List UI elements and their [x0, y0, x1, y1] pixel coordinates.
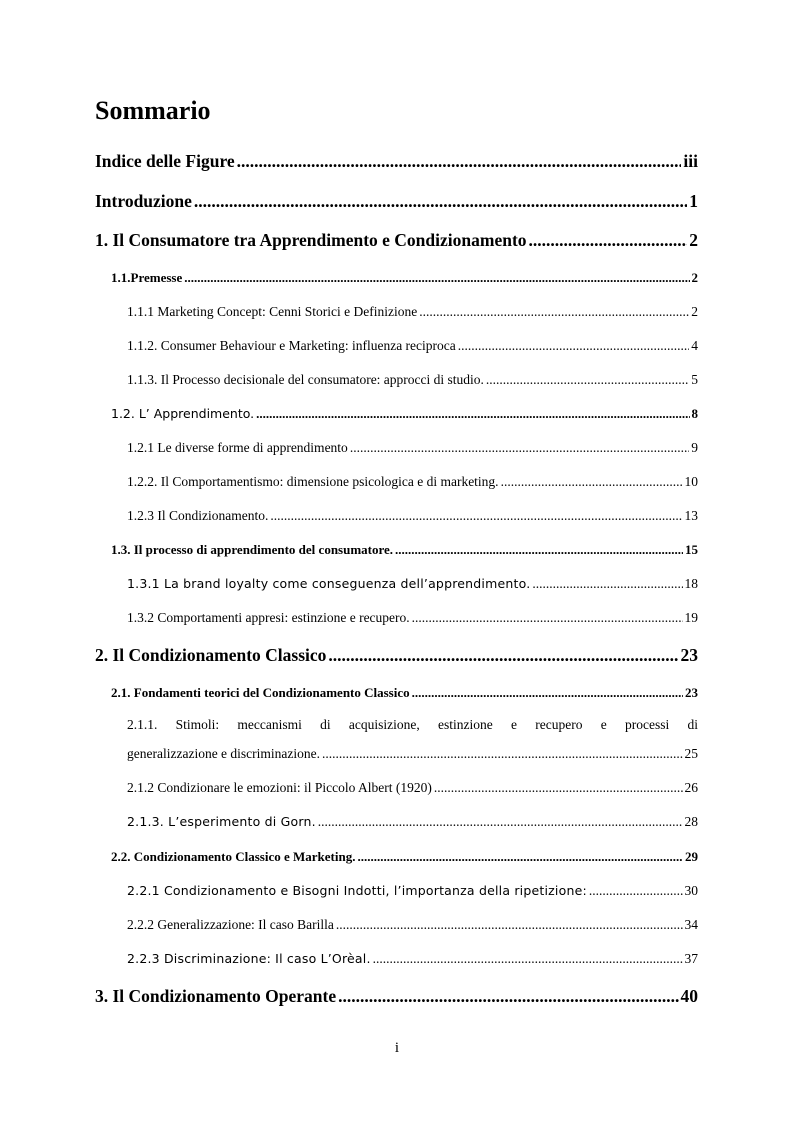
toc-entry-2-1-1-line1[interactable]: 2.1.1. Stimoli: meccanismi di acquisizione, estinzione e recupero e processi di [127, 717, 698, 732]
toc-entry-page: 18 [684, 576, 698, 591]
toc-entry-1-3-1[interactable] [127, 576, 698, 592]
toc-leader [336, 917, 683, 933]
toc-entry-1-1-3[interactable] [127, 372, 698, 388]
toc-leader [486, 372, 689, 388]
toc-entry-2-2-1[interactable] [127, 883, 698, 899]
toc-leader [270, 508, 682, 524]
toc-entry-1-2-1[interactable] [127, 440, 698, 456]
toc-entry-title: 1.2.1 Le diverse forme di apprendimento [127, 440, 348, 455]
toc-entry-page: 5 [691, 372, 698, 387]
toc-entry-title: Indice delle Figure [95, 151, 235, 171]
toc-entry-title: 1.1.2. Consumer Behaviour e Marketing: influenza reciproca [127, 338, 456, 353]
toc-leader [434, 780, 683, 796]
toc-entry-2-2[interactable] [111, 849, 698, 865]
toc-entry-page: 23 [685, 685, 698, 700]
toc-entry-title: 2.1.2 Condizionare le emozioni: il Piccolo Albert (1920) [127, 780, 432, 795]
toc-entry-page: 37 [684, 951, 698, 966]
toc-entry-page: 23 [680, 645, 698, 665]
toc-entry-page: 40 [680, 986, 698, 1006]
toc-entry-page: 4 [691, 338, 698, 353]
toc-entry-page: 2 [691, 304, 698, 319]
toc-entry-title: 3. Il Condizionamento Operante [95, 986, 337, 1006]
toc-entry-page: 19 [684, 610, 698, 625]
toc-entry-2-2-2[interactable] [127, 917, 698, 933]
toc-leader [256, 406, 689, 422]
toc-entry-title: 2.2. Condizionamento Classico e Marketing. [111, 849, 356, 864]
toc-entry-title: 1.2.2. Il Comportamentismo: dimensione psicologica e di marketing. [127, 474, 499, 489]
toc-entry-1-3[interactable] [111, 542, 698, 558]
toc-leader [532, 576, 682, 592]
toc-entry-title: 2.1. Fondamenti teorici del Condizionamento Classico [111, 685, 410, 700]
toc-entry-title: 2. Il Condizionamento Classico [95, 645, 327, 665]
toc-leader [350, 440, 689, 456]
toc-leader [184, 270, 689, 286]
toc-leader [529, 230, 688, 251]
toc-entry-2-2-3[interactable] [127, 951, 698, 967]
toc-entry-title: 2.1.3. L’esperimento di Gorn. [127, 814, 316, 829]
toc-leader [357, 849, 683, 865]
toc-entry-1-2-2[interactable] [127, 474, 698, 490]
page-number: i [394, 1040, 400, 1056]
toc-entry-page: 25 [684, 746, 698, 761]
toc-entry-page: 30 [684, 883, 698, 898]
toc-entry-page: 8 [691, 406, 698, 421]
toc-entry-title: 1.1.Premesse [111, 270, 183, 285]
toc-leader [338, 986, 678, 1007]
toc-entry-title: 2.2.1 Condizionamento e Bisogni Indotti, l’importanza della ripetizione: [127, 883, 587, 898]
toc-entry-page: 10 [684, 474, 698, 489]
toc-entry-2-1-1[interactable] [127, 746, 698, 762]
toc-leader [589, 883, 683, 899]
toc-entry-title: generalizzazione e discriminazione. [127, 746, 321, 761]
toc-entry-title: 1.1.1 Marketing Concept: Cenni Storici e Definizione [127, 304, 418, 319]
toc-entry-1-2[interactable] [111, 406, 698, 422]
toc-leader [419, 304, 689, 320]
toc-entry-chapter-3[interactable] [95, 986, 698, 1007]
toc-entry-page: 28 [684, 814, 698, 829]
toc-entry-title: Introduzione [95, 191, 192, 211]
toc-entry-1-1-1[interactable] [127, 304, 698, 320]
toc-entry-page: 29 [685, 849, 698, 864]
toc-entry-indice-figure[interactable] [95, 151, 698, 172]
toc-entry-title: 1.3.2 Comportamenti appresi: estinzione e recupero. [127, 610, 410, 625]
toc-entry-2-1-3[interactable] [127, 814, 698, 830]
toc-entry-page: 34 [684, 917, 698, 932]
toc-entry-page: 26 [684, 780, 698, 795]
toc-entry-page: 13 [684, 508, 698, 523]
toc-entry-title: 2.2.3 Discriminazione: Il caso L’Orèal. [127, 951, 371, 966]
toc-entry-chapter-1[interactable] [95, 230, 698, 251]
toc-entry-1-2-3[interactable] [127, 508, 698, 524]
toc-entry-1-1-2[interactable] [127, 338, 698, 354]
toc-entry-title: 1.3.1 La brand loyalty come conseguenza dell’apprendimento. [127, 576, 531, 591]
toc-entry-title: 1.2. L’ Apprendimento. [111, 406, 255, 421]
toc-entry-introduzione[interactable] [95, 191, 698, 212]
toc-entry-1-1[interactable] [111, 270, 698, 286]
toc-entry-2-1[interactable] [111, 685, 698, 701]
toc-entry-page: 1 [689, 191, 698, 211]
toc-leader [412, 685, 683, 701]
toc-leader [501, 474, 683, 490]
toc-leader [328, 645, 678, 666]
toc-entry-page: 15 [685, 542, 698, 557]
toc-entry-2-1-2[interactable] [127, 780, 698, 796]
toc-entry-page: iii [683, 151, 698, 171]
toc-entry-title: 1. Il Consumatore tra Apprendimento e Condizionamento [95, 230, 527, 250]
toc-leader [458, 338, 689, 354]
toc-entry-1-3-2[interactable] [127, 610, 698, 626]
toc-leader [412, 610, 683, 626]
toc-leader [395, 542, 683, 558]
toc-entry-title: 1.2.3 Il Condizionamento. [127, 508, 269, 523]
toc-entry-page: 2 [689, 230, 698, 250]
page-title: Sommario [95, 96, 211, 125]
toc-entry-title: 1.1.3. Il Processo decisionale del consumatore: approcci di studio. [127, 372, 484, 387]
toc-leader [322, 746, 682, 762]
toc-leader [237, 151, 682, 172]
toc-entry-title: 2.2.2 Generalizzazione: Il caso Barilla [127, 917, 334, 932]
toc-entry-title: 1.3. Il processo di apprendimento del consumatore. [111, 542, 394, 557]
toc-entry-page: 2 [691, 270, 698, 285]
toc-entry-chapter-2[interactable] [95, 645, 698, 666]
toc-entry-page: 9 [691, 440, 698, 455]
toc-leader [373, 951, 683, 967]
toc-leader [194, 191, 687, 212]
toc-leader [318, 814, 683, 830]
